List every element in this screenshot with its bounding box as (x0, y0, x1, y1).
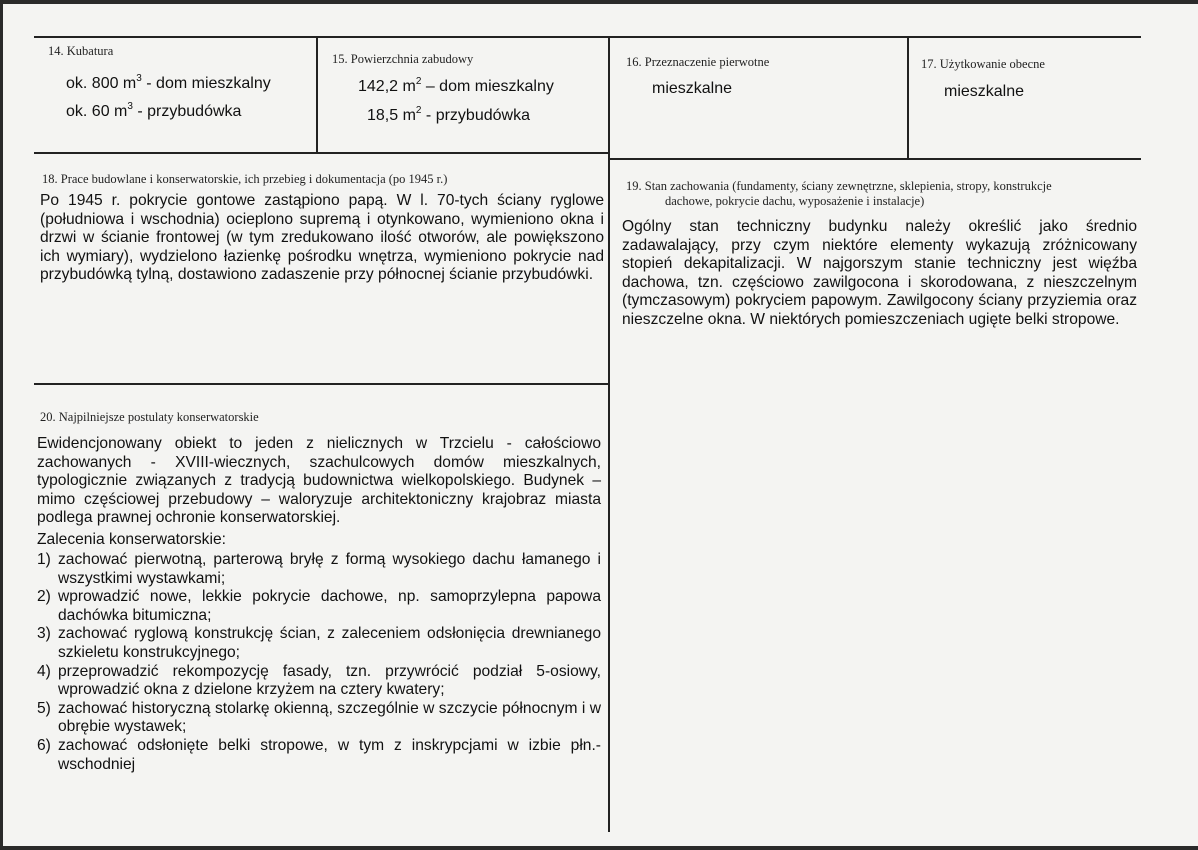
scan-bottom-edge (0, 846, 1198, 850)
field-15-line-1-suffix: – dom mieszkalny (421, 78, 554, 95)
field-20-header: 20. Najpilniejsze postulaty konserwatorskie (40, 410, 259, 424)
recommendation-number: 5) (37, 699, 51, 717)
field-19-header-line-1: 19. Stan zachowania (fundamenty, ściany zewnętrzne, sklepienia, stropy, konstrukcje (626, 179, 1052, 193)
field-14-line-2-sup: 3 (127, 101, 133, 112)
recommendation-item (33, 625, 601, 662)
recommendation-item (33, 700, 601, 737)
scan-top-edge (0, 0, 1198, 4)
field-15-header: 15. Powierzchnia zabudowy (332, 52, 474, 66)
field-15-line-2-sup: 2 (415, 105, 422, 116)
field-14-line-2-prefix: ok. 60 m (66, 103, 128, 120)
field-14-line-2 (66, 101, 241, 122)
field-15-line-2-suffix: - przybudówka (421, 107, 530, 124)
recommendation-item (33, 737, 601, 774)
divider-14-15 (316, 36, 318, 154)
field-16-header: 16. Przeznaczenie pierwotne (626, 55, 770, 69)
field-20-recommendations-list (33, 551, 601, 774)
field-17-value: mieszkalne (944, 83, 1025, 100)
field-15-line-1-prefix: 142,2 m (358, 78, 416, 95)
recommendation-number: 3) (37, 625, 51, 643)
recommendation-number: 1) (37, 551, 51, 568)
field-15-line-2 (367, 105, 530, 126)
field-14-line-1-prefix: ok. 800 m (66, 75, 137, 92)
field-20-intro: Ewidencjonowany obiekt to jeden z nielicznych w Trzcielu - całościowo zachowanych - XVIII-wiecznych, szachulcowych domów mieszkalnych, typologicznie związanych z tradycją budownictwa wielkopolskiego. Budynek – mimo częściowej przebudowy – waloryzuje architektoniczny krajobraz miasta podlega prawnej ochronie konserwatorskiej. (37, 435, 601, 527)
recommendation-text: zachować ryglową konstrukcję ścian, z zaleceniem odsłonięcia drewnianego szkieletu konstrukcyjnego; (58, 625, 601, 661)
field-19-text: Ogólny stan techniczny budynku należy określić jako średnio zadawalający, przy czym niektóre elementy wykazują zróżnicowany stopień dekapitalizacji. W najgorszym stanie techniczny jest więźba dachowa, tzn. częściowo zawilgocona i skorodowana, z nieszczelnym (tymczasowym) pokryciem papowym. Zawilgocony ściany przyziemia oraz nieszczelne okna. W niektórych pomieszczeniach ugięte belki stropowe. (622, 218, 1137, 328)
recommendation-number: 4) (37, 662, 51, 680)
recommendation-text: zachować historyczną stolarkę okienną, szczególnie w szczycie północnym i w obrębie wystawek; (58, 699, 601, 736)
field-14-line-1 (66, 73, 271, 94)
field-19-header-line-2: dachowe, pokrycie dachu, wyposażenie i instalacje) (665, 194, 925, 208)
field-15-line-1-sup: 2 (415, 76, 422, 87)
row1-bottom-rule-right (610, 158, 1141, 160)
field-15-line-1 (358, 76, 554, 97)
field-18-text: Po 1945 r. pokrycie gontowe zastąpiono papą. W l. 70-tych ściany ryglowe (południowa i wschodnia) ocieplono supremą i otynkowano, wymieniono okna i drzwi w ścianie frontowej (w tym zredukowano ilość otworów, ale powiększono ich wymiary), wydzielono łazienkę pośrodku wnętrza, wymieniono pokrycie nad przybudówką tylną, dostawiono zadaszenie przy północnej ścianie przybudówki. (40, 192, 604, 284)
field-14-line-1-suffix: - dom mieszkalny (141, 75, 271, 92)
recommendation-item (33, 663, 601, 700)
scan-left-edge (0, 0, 3, 850)
top-rule (34, 36, 1141, 38)
field-14-header: 14. Kubatura (48, 44, 114, 58)
divider-16-17 (907, 36, 909, 160)
recommendation-text: zachować pierwotną, parterową bryłę z formą wysokiego dachu łamanego i wszystkimi wystawkami; (58, 551, 601, 587)
center-divider (608, 36, 610, 832)
section-18-bottom-rule (34, 383, 608, 385)
recommendation-item (33, 588, 601, 625)
field-18-header: 18. Prace budowlane i konserwatorskie, ich przebieg i dokumentacja (po 1945 r.) (42, 172, 448, 186)
field-14-line-1-sup: 3 (136, 73, 142, 84)
recommendation-text: wprowadzić nowe, lekkie pokrycie dachowe, np. samoprzylepna papowa dachówka bitumiczna; (58, 588, 601, 624)
field-16-value: mieszkalne (652, 80, 733, 97)
field-15-line-2-prefix: 18,5 m (367, 107, 416, 124)
recommendation-number: 6) (37, 736, 51, 754)
recommendation-text: przeprowadzić rekompozycję fasady, tzn. przywrócić podział 5-osiowy, wprowadzić okna z dzielone krzyżem na cztery kwatery; (58, 662, 601, 699)
field-20-recommendations-label: Zalecenia konserwatorskie: (37, 531, 226, 548)
row1-bottom-rule-left (34, 152, 608, 154)
field-14-line-2-suffix: - przybudówka (132, 103, 242, 120)
recommendation-text: zachować odsłonięte belki stropowe, w tym z inskrypcjami w izbie płn.-wschodniej (58, 736, 601, 773)
recommendation-item (33, 551, 601, 588)
field-17-header: 17. Użytkowanie obecne (921, 57, 1045, 71)
recommendation-number: 2) (37, 588, 51, 606)
